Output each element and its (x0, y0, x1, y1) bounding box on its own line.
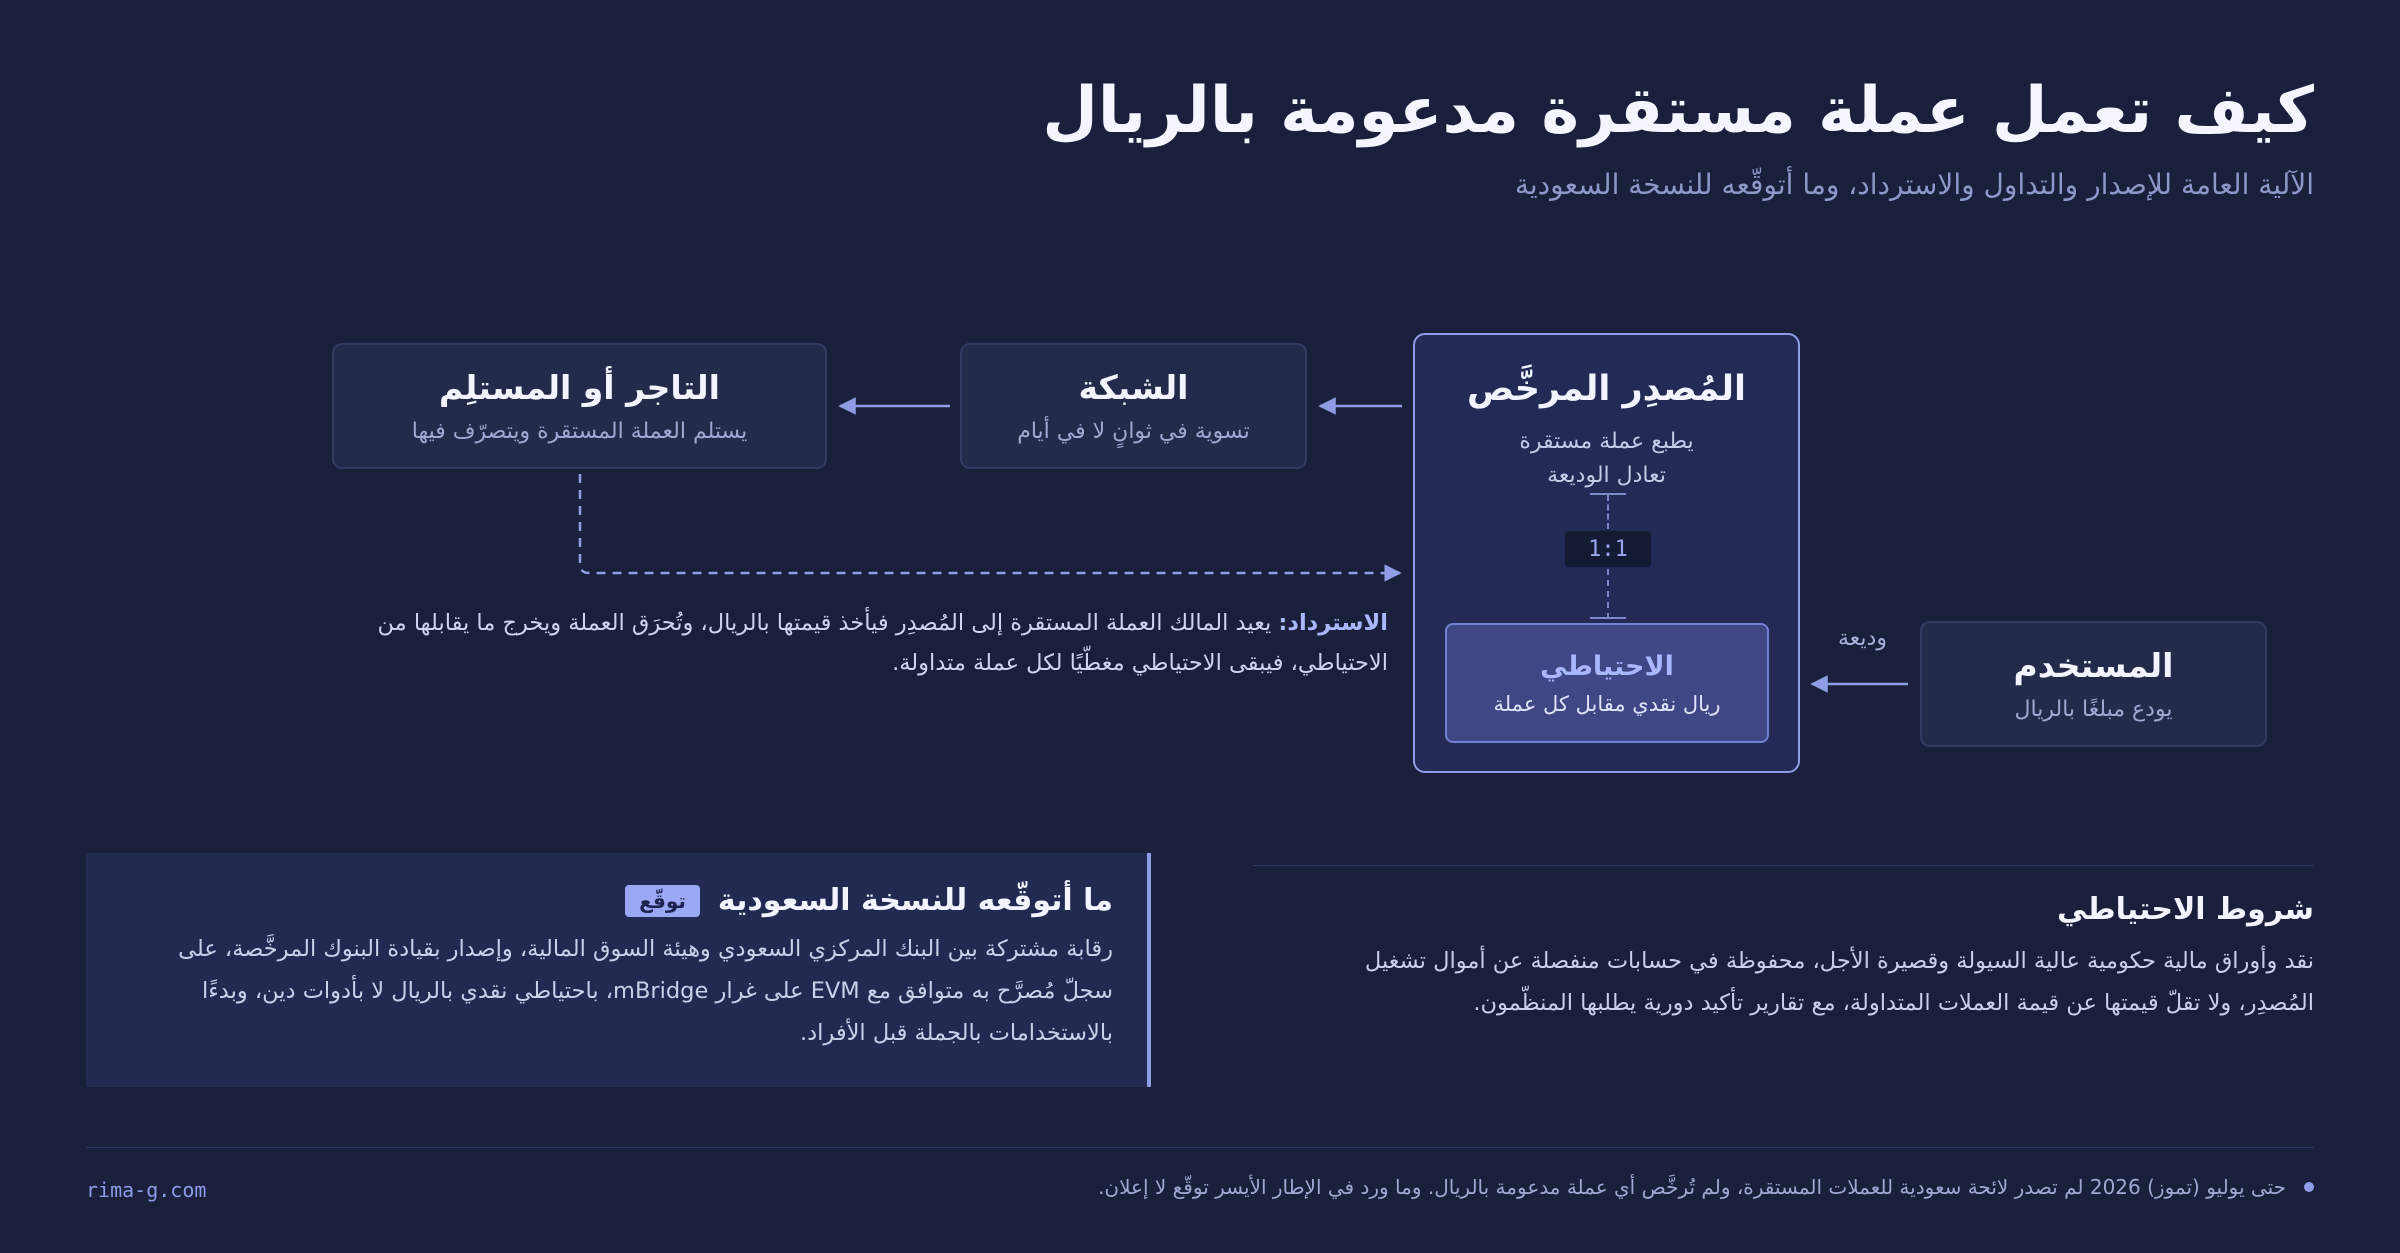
user-desc: يودع مبلغًا بالريال (2014, 697, 2173, 722)
page-subtitle: الآلية العامة للإصدار والتداول والاسترداد، وما أتوقّعه للنسخة السعودية (1514, 168, 2314, 201)
site-link[interactable]: rima-g.com (86, 1178, 207, 1202)
user-title: المستخدم (2013, 646, 2174, 685)
footer-divider (86, 1147, 2314, 1148)
merchant-box (332, 343, 827, 469)
expectation-title: ما أتوقّعه للنسخة السعودية (717, 883, 1113, 918)
ratio-line-top (1607, 495, 1609, 529)
ratio-tick-bottom (1590, 617, 1626, 619)
issuer-box (1413, 333, 1800, 773)
merchant-desc: يستلم العملة المستقرة ويتصرّف فيها (411, 419, 748, 444)
reserve-conditions-text: نقد وأوراق مالية حكومية عالية السيولة وقصيرة الأجل، محفوظة في حسابات منفصلة عن أموال تشغيل المُصدِر، ولا تقلّ قيمتها عن قيمة العملات المتداولة، مع تقارير تأكيد دورية يطلبها المنظّمون. (1364, 948, 2314, 1016)
issuer-title: المُصدِر المرخَّص (1467, 369, 1746, 409)
ratio-label: 1:1 (1565, 531, 1651, 567)
footnote-text: حتى يوليو (تموز) 2026 لم تصدر لائحة سعودية للعملات المستقرة، ولم تُرخَّص أي عملة مدعومة بالريال. وما ورد في الإطار الأيسر توقّع لا إعلان. (1098, 1175, 2286, 1199)
footnote (1098, 1175, 2314, 1199)
expectation-badge: توقّع (625, 885, 700, 917)
issuer-desc-line2: تعادل الوديعة (1547, 463, 1666, 488)
merchant-title: التاجر أو المستلِم (439, 368, 720, 407)
section-divider (1253, 865, 2314, 866)
deposit-label: وديعة (1838, 626, 1887, 651)
reserve-conditions-title: شروط الاحتياطي (2056, 892, 2314, 927)
issuer-desc-line1: يطبع عملة مستقرة (1519, 429, 1694, 454)
redemption-note (338, 603, 1388, 683)
expectation-text: رقابة مشتركة بين البنك المركزي السعودي وهيئة السوق المالية، وإصدار بقيادة البنوك المرخَّصة، على سجلّ مُصرَّح به متوافق مع EVM على غرار mBridge، باحتياطي نقدي بالريال لا بأدوات دين، وبدءًا بالاستخدامات بالجملة قبل الأفراد. (178, 936, 1113, 1046)
page-title: كيف تعمل عملة مستقرة مدعومة بالريال (1042, 74, 2314, 148)
reserve-box-desc: ريال نقدي مقابل كل عملة (1493, 691, 1721, 716)
network-title: الشبكة (1078, 368, 1189, 407)
redemption-lead: الاسترداد: (1278, 610, 1388, 636)
expectation-panel (86, 853, 1151, 1087)
user-box (1920, 621, 2267, 747)
redemption-text: يعيد المالك العملة المستقرة إلى المُصدِر فيأخذ قيمتها بالريال، وتُحرَق العملة ويخرج ما يقابلها من الاحتياطي، فيبقى الاحتياطي مغطّيًا لكل عملة متداولة. (377, 610, 1388, 676)
bullet-icon (2304, 1182, 2314, 1192)
network-box (960, 343, 1307, 469)
ratio-line-bottom (1607, 569, 1609, 619)
reserve-box-title: الاحتياطي (1540, 650, 1674, 682)
reserve-box (1445, 623, 1769, 743)
network-desc: تسوية في ثوانٍ لا في أيام (1017, 419, 1250, 444)
redemption-dashed-path (580, 474, 1400, 573)
